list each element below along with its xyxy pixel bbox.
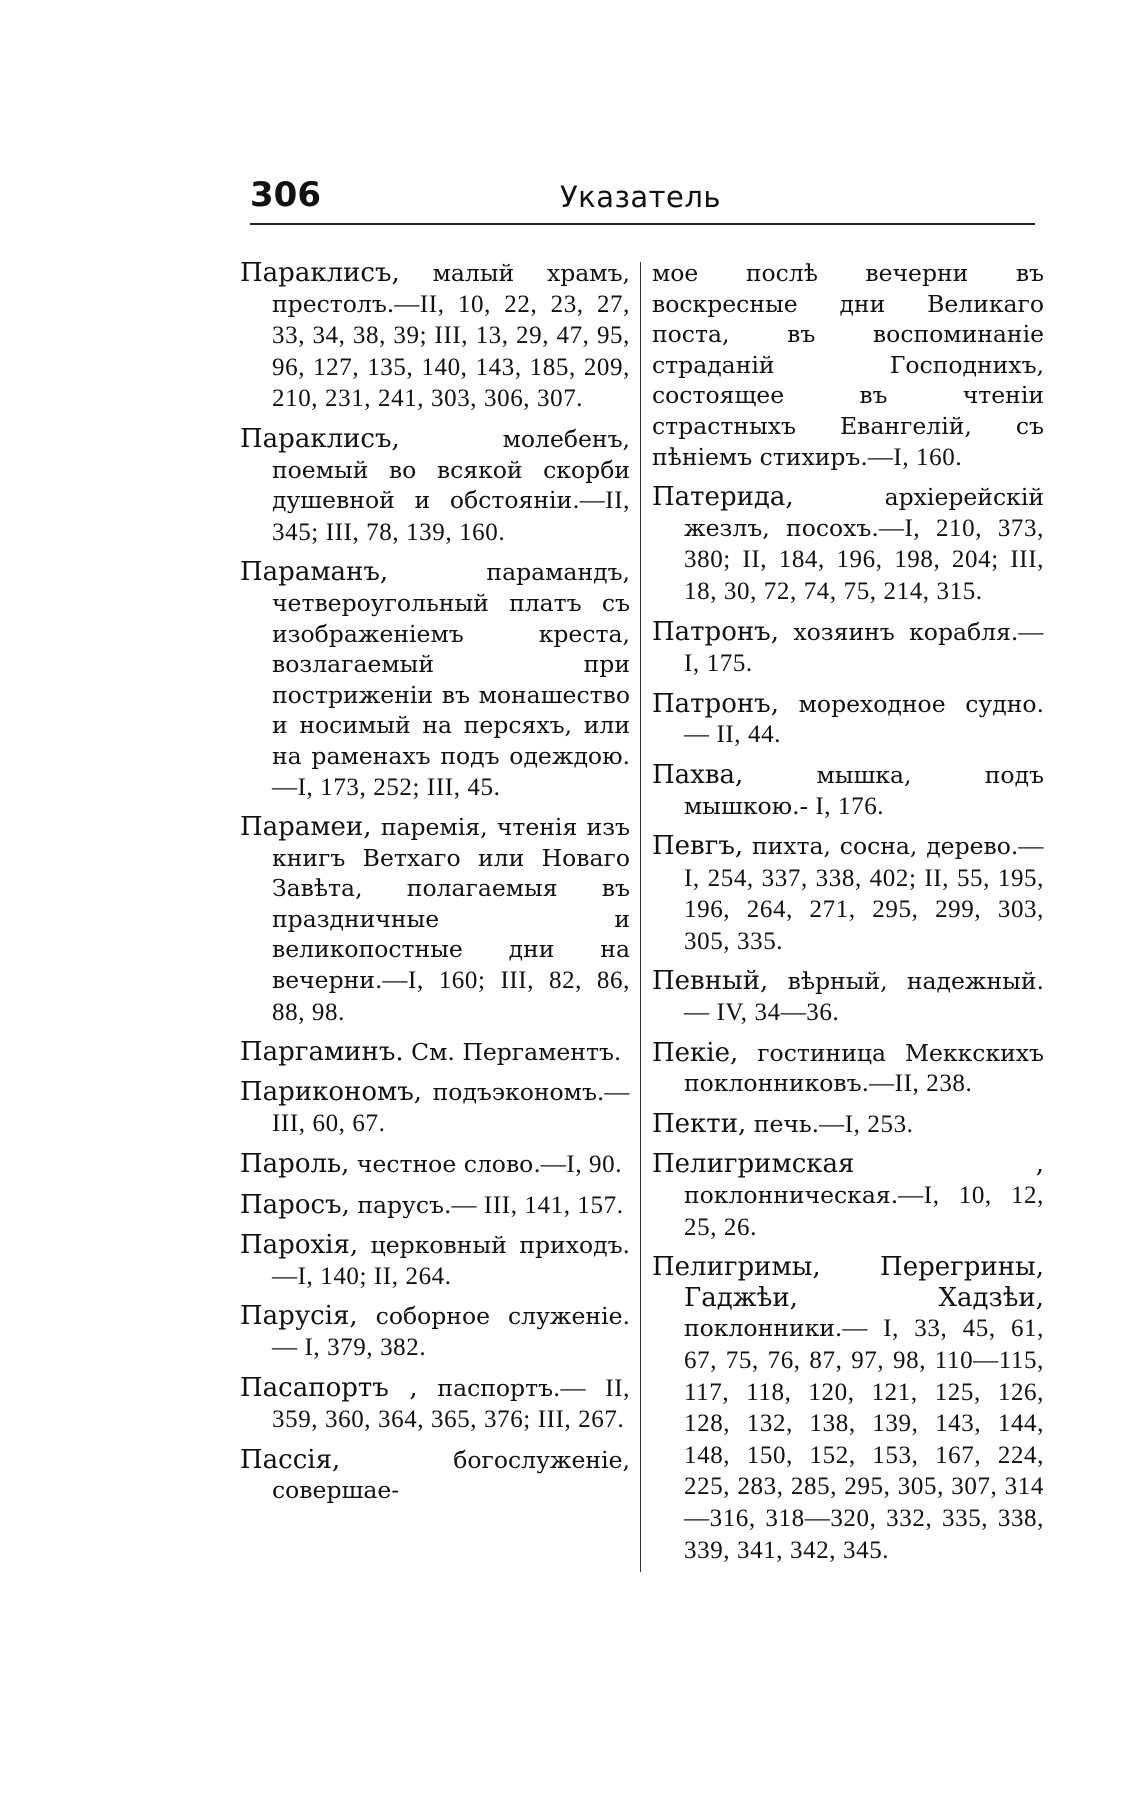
entry-headword: Пассія, [240, 1444, 341, 1475]
entry-definition: архіерейскій жезлъ, посохъ. [684, 483, 1044, 542]
entry-definition: подъэкономъ. [432, 1077, 605, 1106]
entry-headword: Паросъ, [240, 1189, 350, 1220]
index-entry [652, 258, 1044, 473]
entry-definition: паремія, чтенія изъ книгъ Ветхаго или Новаго Завѣта, полагаемыя въ праздничные и великопостные дни на вечерни. [272, 813, 630, 995]
index-entry [652, 831, 1044, 957]
entry-references: — III, 141, 157. [451, 1191, 624, 1219]
entry-headword: Пекіе, [652, 1037, 739, 1068]
header-rule [250, 223, 1035, 225]
entry-definition: вѣрный, надежный. [787, 967, 1044, 996]
entry-headword: Пекти, [652, 1108, 747, 1139]
index-entry [652, 1109, 1044, 1141]
index-entry [240, 1373, 630, 1436]
entry-definition: гостиница Меккскихъ поклонниковъ. [684, 1038, 1044, 1098]
entry-definition: парусъ. [357, 1190, 452, 1219]
index-entry [652, 966, 1044, 1028]
entry-definition: малый храмъ, престолъ. [272, 259, 630, 318]
entry-references: —I, 10, 12, 25, 26. [684, 1182, 1044, 1241]
entry-headword: Парамеи, [240, 812, 372, 843]
entry-definition: соборное служеніе. [375, 1302, 630, 1331]
right-column [652, 258, 1044, 1575]
index-entry [652, 1149, 1044, 1243]
entry-definition: мое послѣ вечерни въ воскресные дни Великаго поста, въ воспоминаніе страданій Господнихъ, состоящее въ чтеніи страстныхъ Евангелій, съ пѣніемъ стихиръ. [652, 259, 1044, 471]
entry-definition: мышка, подъ мышкою. [684, 760, 1044, 820]
entry-definition: церковный приходъ. [370, 1231, 630, 1260]
entry-references: —I, 210, 373, 380; II, 184, 196, 198, 204; III, 18, 30, 72, 74, 75, 214, 315. [684, 514, 1044, 605]
index-entry [652, 617, 1044, 680]
entry-references: — I, 379, 382. [272, 1334, 427, 1361]
entry-references: - I, 176. [799, 792, 885, 820]
entry-headword: Параманъ, [240, 557, 389, 588]
index-entry [240, 1445, 630, 1506]
index-entry [240, 424, 630, 548]
entry-headword: Пелигримская , [652, 1149, 1044, 1180]
entry-definition: поклонники. [684, 1314, 843, 1343]
index-entry [240, 1077, 630, 1140]
index-entry [652, 760, 1044, 822]
entry-references: — I, 175. [684, 618, 1044, 678]
entry-references: —I, 90. [540, 1151, 623, 1179]
entry-headword: Паргаминъ. [240, 1037, 404, 1068]
entry-headword: Патронъ, [652, 688, 779, 719]
index-entry [240, 1149, 630, 1181]
entry-definition: мореходное судно. [798, 689, 1044, 718]
running-title: Указатель [560, 180, 722, 214]
index-entry [652, 689, 1044, 751]
entry-references: —I, 160. [867, 443, 963, 471]
entry-references: —II, 238. [869, 1070, 973, 1098]
entry-headword: Парохія, [240, 1230, 359, 1261]
entry-headword: Параклисъ, [240, 423, 400, 454]
entry-references: —I, 160; III, 82, 86, 88, 98. [272, 967, 630, 1026]
entry-headword: Парусія, [240, 1301, 358, 1332]
entry-definition: хозяинъ корабля. [793, 617, 1019, 646]
index-entry [240, 1230, 630, 1292]
entry-headword: Параклисъ, [240, 258, 400, 288]
index-entry [240, 812, 630, 1028]
entry-headword: Пасапортъ , [240, 1372, 418, 1403]
entry-references: —I, 253. [819, 1110, 914, 1138]
entry-headword: Патронъ, [652, 616, 779, 647]
entry-headword: Патерида, [652, 482, 794, 513]
entry-definition: богослуженіе, совершае- [272, 1445, 630, 1505]
index-entry [240, 258, 630, 415]
entry-headword: Пароль, [240, 1149, 350, 1180]
entry-definition: парамандъ, четвероугольный платъ съ изображеніемъ креста, возлагаемый при постриженіи въ монашество и носимый на персяхъ, или на раменахъ подъ одеждою. [272, 558, 630, 770]
index-entry [240, 1301, 630, 1363]
entry-references: — II, 359, 360, 364, 365, 376; III, 267. [272, 1374, 630, 1434]
entry-references: — I, 33, 45, 61, 67, 75, 76, 87, 97, 98, 110—115, 117, 118, 120, 121, 125, 126, 128, 132, 138, 139, 143, 144, 148, 150, 152, 153, 167, 224, 225, 283, 285, 295, 305, 307, 314—316, 318—320, 332, 335, 338, 339, 341, 342, 345. [684, 1315, 1044, 1564]
left-column [240, 258, 630, 1515]
entry-references: —I, 140; II, 264. [272, 1262, 452, 1290]
column-divider [640, 262, 641, 1572]
entry-definition: поклонническая. [684, 1181, 899, 1210]
index-entry [240, 1190, 630, 1222]
entry-headword: Пахва, [652, 759, 744, 790]
index-entry [652, 1038, 1044, 1100]
entry-definition: печь. [753, 1109, 820, 1138]
entry-headword: Певный, [652, 966, 769, 997]
index-entry [240, 557, 630, 803]
entry-headword: Пелигримы, Перегрины, Гаджѣи, Хадзѣи, [652, 1252, 1044, 1313]
entry-references: — I, 254, 337, 338, 402; II, 55, 195, 196, 264, 271, 295, 299, 303, 305, 335. [684, 833, 1044, 955]
entry-definition: паспортъ. [437, 1373, 561, 1402]
entry-references: — II, 44. [684, 721, 782, 749]
entry-references: —II, 10, 22, 23, 27, 33, 34, 38, 39; III, 13, 29, 47, 95, 96, 127, 135, 140, 143, 185, 209, 210, 231, 241, 303, 306, 307. [272, 290, 630, 413]
entry-definition: молебенъ, поемый во всякой скорби душевной и обстояніи. [272, 424, 630, 515]
index-entry [652, 1252, 1044, 1566]
entry-references: —I, 173, 252; III, 45. [272, 773, 501, 801]
entry-references: — III, 60, 67. [272, 1078, 630, 1138]
entry-definition: честное слово. [356, 1150, 541, 1179]
index-entry [240, 1037, 630, 1068]
entry-references: —II, 345; III, 78, 139, 160. [272, 487, 630, 546]
entry-headword: Певгъ, [652, 831, 744, 862]
entry-references: — IV, 34—36. [684, 999, 840, 1027]
entry-definition: пихта, сосна, дерево. [751, 832, 1019, 861]
entry-definition: См. Пергаментъ. [411, 1038, 622, 1067]
index-entry [652, 482, 1044, 607]
entry-headword: Парикономъ, [240, 1076, 423, 1107]
page-number: 306 [250, 175, 321, 215]
